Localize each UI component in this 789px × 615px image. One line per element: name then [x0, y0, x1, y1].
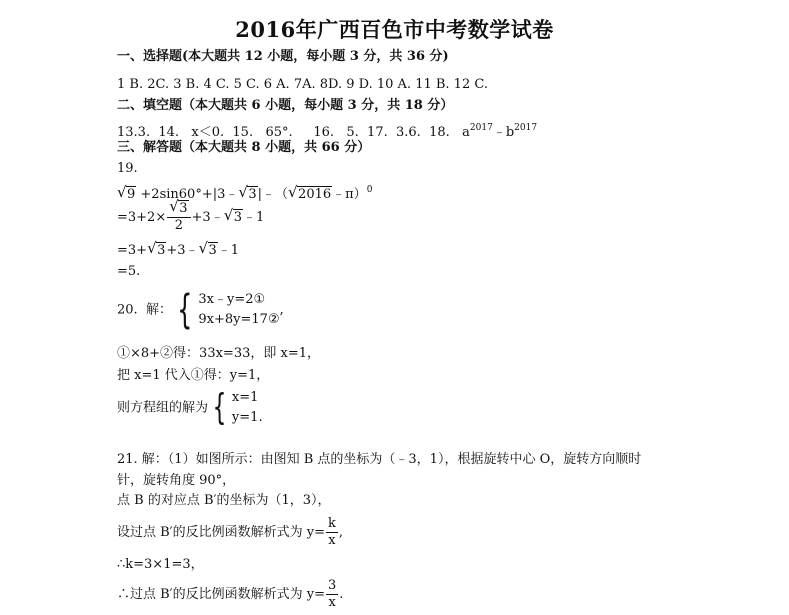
q20-eq2: 9x+8y=17: [198, 312, 268, 327]
q21-l6-end: .: [339, 587, 344, 602]
q19-l1-text-d: |﹣（: [257, 187, 289, 202]
section2-heading: 二、填空题（本大题共 6 小题，每小题 3 分，共 18 分）: [117, 98, 454, 113]
q20-eq2-mark: ②: [267, 312, 280, 327]
q20-sol1: x=1: [231, 390, 259, 405]
q21-line3: 点 B 的对应点 B′的坐标为（1，3），: [117, 493, 331, 508]
sqrt-symbol: √ 2016: [288, 183, 332, 202]
sqrt-symbol: √ 3: [198, 239, 217, 258]
answer18-exp-a: 2017: [469, 123, 493, 133]
q19-l3-text-e: ﹣1: [217, 243, 240, 258]
sqrt-symbol: √ 3: [223, 206, 242, 225]
section2-answers-text: 13.3. 14. x＜0. 15. 65°. 16. 5. 17. 3.6. 18.: [117, 125, 463, 140]
section3-heading: 三、解答题（本大题共 8 小题，共 66 分）: [117, 140, 371, 155]
q21-line4: [117, 516, 343, 549]
q19-l2-text-a: =3+2×: [117, 210, 167, 225]
q19-line2: [117, 197, 265, 234]
fraction: √ 3 2: [167, 201, 190, 234]
q19-line3: [117, 239, 240, 260]
sqrt-symbol: √ 3: [238, 183, 257, 202]
q19-l1-text-f: ﹣π）: [332, 187, 367, 202]
section1-heading: 一、选择题(本大题共 12 小题，每小题 3 分，共 36 分): [117, 49, 449, 64]
q19-l3-text-c: +3﹣: [166, 243, 199, 258]
q19-l3-text-a: =3+: [117, 243, 148, 258]
q21-l4-text: 设过点 B′的反比例函数解析式为 y=: [117, 525, 326, 540]
left-brace-icon: {: [177, 287, 193, 333]
q19-line4: =5.: [117, 264, 141, 279]
answer18-minus-b: ﹣b: [492, 125, 515, 140]
answer18-a: a: [462, 125, 470, 140]
q19-l1-text-b: +2sin60°+|3﹣: [136, 187, 239, 202]
q20-end: .: [258, 410, 263, 425]
q21-line2: 针，旋转角度 90°，: [117, 473, 236, 488]
q20-prefix: 20. 解：: [117, 302, 172, 318]
q21-l4-end: ,: [338, 525, 344, 540]
q20-step2: 把 x=1 代入①得：y=1，: [117, 368, 270, 383]
q20-eq1: 3x﹣y=2: [198, 292, 254, 307]
q20-eq1-mark: ①: [253, 292, 266, 307]
q20-system: [117, 287, 284, 333]
q21-l6-text: ∴过点 B′的反比例函数解析式为 y=: [117, 587, 326, 602]
q19-l2-text-d: ﹣1: [242, 210, 265, 225]
page-title: 2016年广西百色市中考数学试卷: [235, 17, 554, 42]
q21-line6: [117, 578, 343, 611]
q21-line5: ∴k=3×1=3，: [117, 557, 204, 572]
q19-number: 19.: [117, 161, 138, 176]
q20-sol2: y=1: [231, 410, 259, 425]
left-brace-icon: {: [212, 387, 227, 428]
q19-l1-exponent: 0: [366, 185, 373, 195]
sqrt-symbol: √ 9: [117, 183, 136, 202]
q19-l2-text-b: +3﹣: [191, 210, 224, 225]
fraction: $\frac{3}{x}$: [328, 578, 337, 610]
fraction: $\frac{k}{x}$: [328, 516, 336, 548]
q20-step1: ①×8+②得：33x=33，即 x=1，: [117, 346, 320, 361]
q21-line1: 21. 解：（1）如图所示：由图知 B 点的坐标为（﹣3，1），根据旋转中心 O，旋转方向顺时: [117, 452, 642, 467]
q20-conclusion-text: 则方程组的解为: [117, 400, 209, 416]
section1-answers: 1 B. 2C. 3 B. 4 C. 5 C. 6 A. 7A. 8D. 9 D. 10 A. 11 B. 12 C.: [117, 77, 488, 92]
q20-suffix: ,: [279, 302, 284, 318]
sqrt-symbol: √ 3: [147, 239, 166, 258]
q20-conclusion: [117, 388, 263, 428]
answer18-exp-b: 2017: [514, 123, 538, 133]
